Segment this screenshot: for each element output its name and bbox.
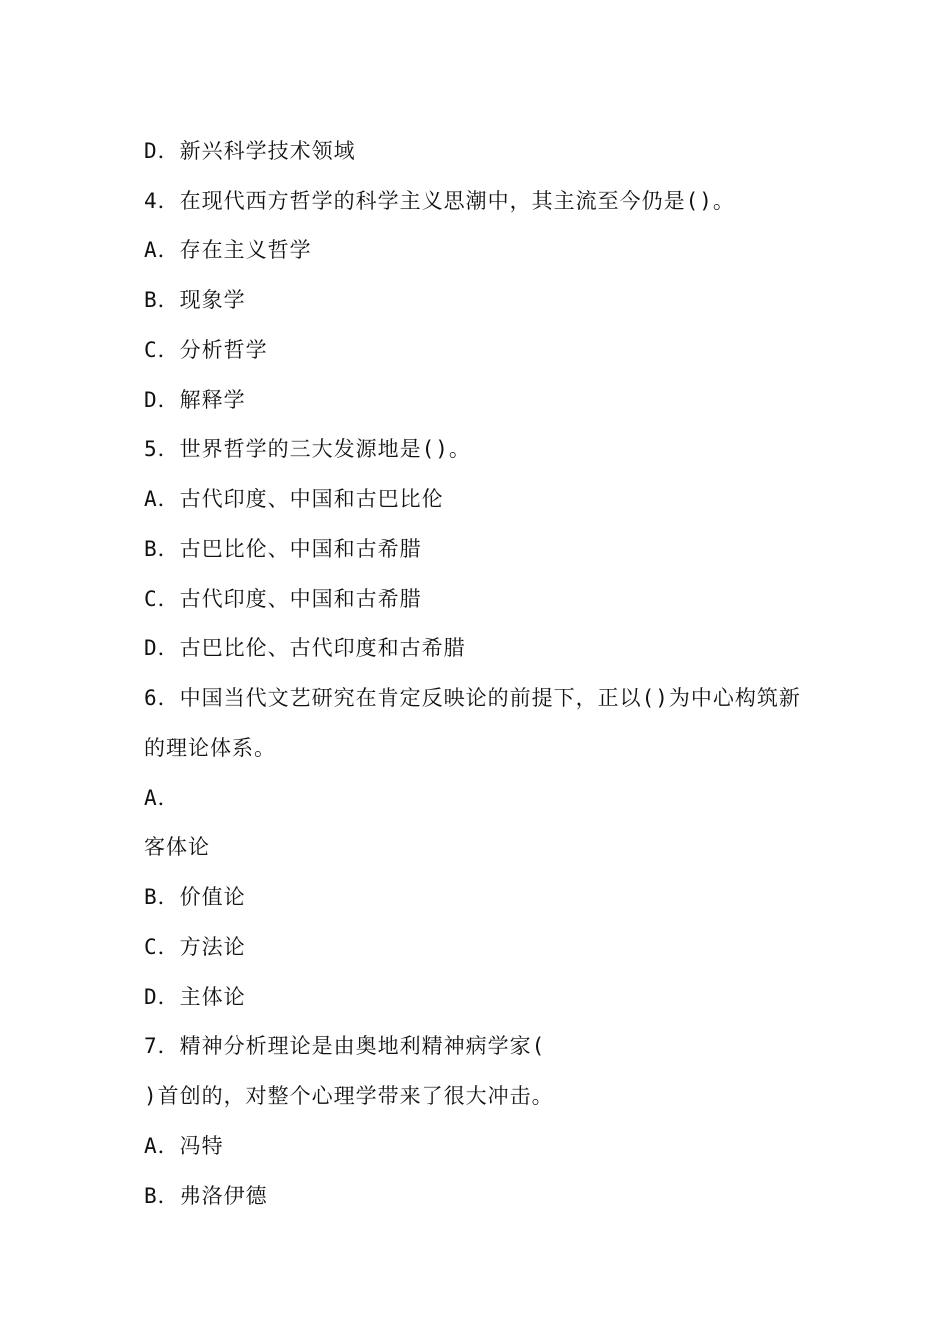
option-line: A． [144,786,180,810]
question-line-continued: 的理论体系。 [144,736,276,760]
question-line: 5．世界哲学的三大发源地是()。 [144,437,471,461]
option-line: B．现象学 [144,288,246,312]
option-line: D．新兴科学技术领域 [144,139,356,163]
option-line: B．古巴比伦、中国和古希腊 [144,537,422,561]
question-line: 4．在现代西方哲学的科学主义思潮中，其主流至今仍是()。 [144,189,735,213]
option-line: C．方法论 [144,935,246,959]
question-line: 6．中国当代文艺研究在肯定反映论的前提下，正以()为中心构筑新 [144,686,801,710]
option-line: D．解释学 [144,388,246,412]
option-line: A．古代印度、中国和古巴比伦 [144,487,444,511]
question-line-continued: )首创的，对整个心理学带来了很大冲击。 [144,1084,554,1108]
option-line: A．冯特 [144,1134,224,1158]
option-line: D．古巴比伦、古代印度和古希腊 [144,636,466,660]
option-line: B．弗洛伊德 [144,1184,268,1208]
option-line: C．分析哲学 [144,338,268,362]
option-line: B．价值论 [144,885,246,909]
option-line: D．主体论 [144,985,246,1009]
option-line: C．古代印度、中国和古希腊 [144,587,422,611]
question-line: 7．精神分析理论是由奥地利精神病学家( [144,1034,546,1058]
option-line-continued: 客体论 [144,835,210,859]
option-line: A．存在主义哲学 [144,238,312,262]
